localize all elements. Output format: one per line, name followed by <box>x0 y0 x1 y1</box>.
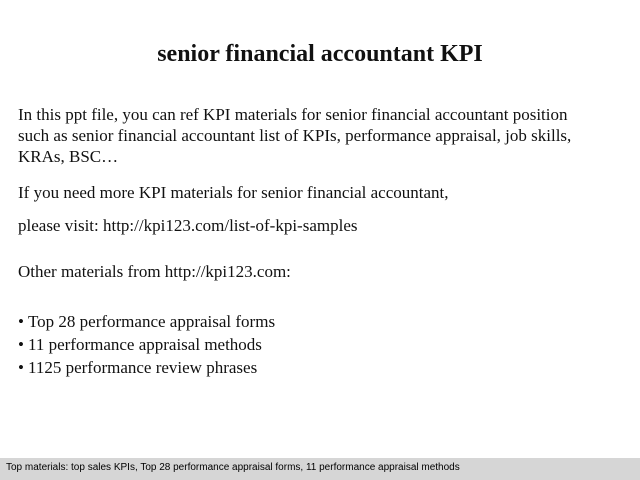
intro-line: such as senior financial accountant list of KPIs, performance appraisal, job skills, <box>18 126 572 145</box>
visit-link-text: please visit: http://kpi123.com/list-of-kpi-samples <box>18 216 358 235</box>
intro-line: In this ppt file, you can ref KPI materials for senior financial accountant position <box>18 105 568 124</box>
need-more-text: If you need more KPI materials for senior financial accountant, <box>18 183 449 202</box>
other-materials-heading: Other materials from http://kpi123.com: <box>18 262 291 281</box>
bullet-icon: • <box>18 335 24 354</box>
slide-title: senior financial accountant KPI <box>157 41 483 67</box>
intro-paragraph <box>18 104 571 167</box>
list-item-label: Top 28 performance appraisal forms <box>27 312 276 331</box>
list-item <box>18 310 275 333</box>
list-item-label: 11 performance appraisal methods <box>27 335 262 354</box>
footer-text: Top materials: top sales KPIs, Top 28 performance appraisal forms, 11 performance appraisal methods <box>6 462 460 473</box>
list-item <box>18 333 275 356</box>
footer-bar <box>0 458 640 480</box>
list-item-label: 1125 performance review phrases <box>27 358 258 377</box>
materials-list <box>18 310 275 379</box>
bullet-icon: • <box>18 358 24 377</box>
list-item <box>18 356 275 379</box>
intro-line: KRAs, BSC… <box>18 147 119 166</box>
bullet-icon: • <box>18 312 24 331</box>
